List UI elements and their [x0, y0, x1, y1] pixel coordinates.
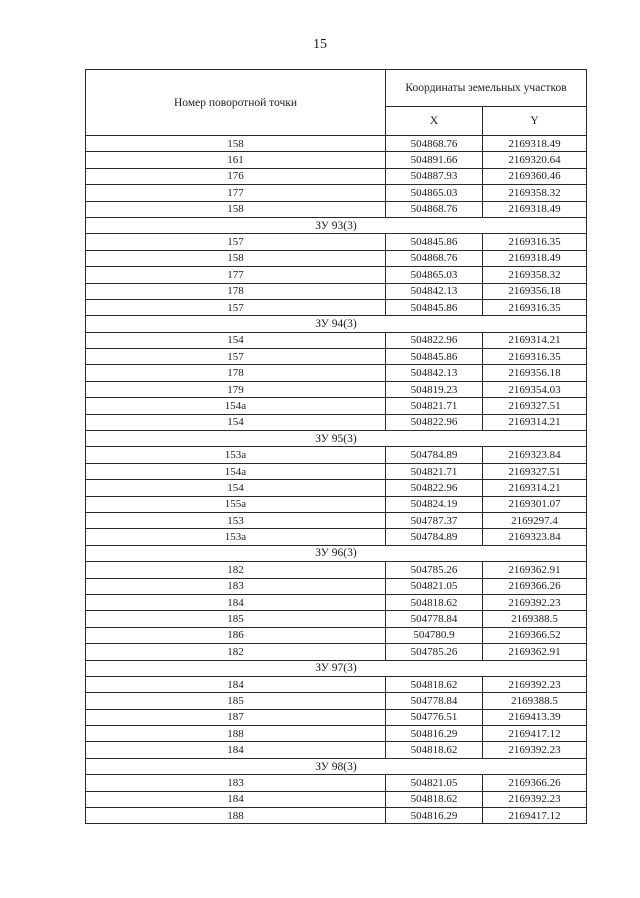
y-coordinate-cell: 2169318.49 [483, 201, 587, 217]
table-row [86, 808, 587, 824]
point-number-cell: 188 [86, 808, 386, 824]
x-coordinate-cell: 504785.26 [386, 644, 483, 660]
table-body [86, 136, 587, 824]
table-row [86, 676, 587, 692]
table-row [86, 512, 587, 528]
x-coordinate-cell: 504845.86 [386, 299, 483, 315]
y-coordinate-cell: 2169417.12 [483, 808, 587, 824]
table-row [86, 578, 587, 594]
table-row [86, 791, 587, 807]
table-row [86, 168, 587, 184]
point-number-cell: 186 [86, 627, 386, 643]
point-number-cell: 157 [86, 234, 386, 250]
parcel-label: ЗУ 95(3) [86, 431, 587, 447]
point-number-cell: 184 [86, 594, 386, 610]
x-header: X [386, 107, 483, 136]
group-row [86, 660, 587, 676]
x-coordinate-cell: 504785.26 [386, 562, 483, 578]
x-coordinate-cell: 504887.93 [386, 168, 483, 184]
group-row [86, 431, 587, 447]
x-coordinate-cell: 504845.86 [386, 349, 483, 365]
coordinates-header: Координаты земельных участков [386, 70, 587, 107]
x-coordinate-cell: 504776.51 [386, 709, 483, 725]
group-row [86, 758, 587, 774]
y-coordinate-cell: 2169316.35 [483, 234, 587, 250]
point-number-cell: 158 [86, 136, 386, 152]
x-coordinate-cell: 504865.03 [386, 267, 483, 283]
table-row [86, 709, 587, 725]
point-number-cell: 153а [86, 529, 386, 545]
x-coordinate-cell: 504787.37 [386, 512, 483, 528]
y-coordinate-cell: 2169314.21 [483, 414, 587, 430]
point-number-cell: 178 [86, 365, 386, 381]
table-row [86, 365, 587, 381]
point-number-cell: 179 [86, 381, 386, 397]
table-row [86, 742, 587, 758]
y-coordinate-cell: 2169320.64 [483, 152, 587, 168]
table-header [86, 70, 587, 136]
parcel-label: ЗУ 98(3) [86, 758, 587, 774]
point-number-cell: 153а [86, 447, 386, 463]
x-coordinate-cell: 504865.03 [386, 185, 483, 201]
y-coordinate-cell: 2169354.03 [483, 381, 587, 397]
parcel-label: ЗУ 96(3) [86, 545, 587, 561]
x-coordinate-cell: 504845.86 [386, 234, 483, 250]
point-number-cell: 185 [86, 693, 386, 709]
x-coordinate-cell: 504842.13 [386, 365, 483, 381]
point-number-cell: 157 [86, 349, 386, 365]
y-coordinate-cell: 2169413.39 [483, 709, 587, 725]
x-coordinate-cell: 504821.71 [386, 398, 483, 414]
coordinates-table [85, 69, 587, 824]
table-row [86, 726, 587, 742]
x-coordinate-cell: 504842.13 [386, 283, 483, 299]
x-coordinate-cell: 504816.29 [386, 726, 483, 742]
table-row [86, 283, 587, 299]
x-coordinate-cell: 504822.96 [386, 480, 483, 496]
y-coordinate-cell: 2169318.49 [483, 250, 587, 266]
table-row [86, 562, 587, 578]
y-coordinate-cell: 2169362.91 [483, 562, 587, 578]
table-row [86, 496, 587, 512]
table-row [86, 480, 587, 496]
y-coordinate-cell: 2169392.23 [483, 594, 587, 610]
x-coordinate-cell: 504821.71 [386, 463, 483, 479]
table-row [86, 185, 587, 201]
table-row [86, 332, 587, 348]
group-row [86, 217, 587, 233]
table-row [86, 201, 587, 217]
point-number-cell: 184 [86, 742, 386, 758]
x-coordinate-cell: 504822.96 [386, 332, 483, 348]
point-number-cell: 188 [86, 726, 386, 742]
page-number: 15 [313, 37, 327, 52]
table-row [86, 463, 587, 479]
y-coordinate-cell: 2169358.32 [483, 185, 587, 201]
y-coordinate-cell: 2169323.84 [483, 447, 587, 463]
table-row [86, 299, 587, 315]
y-coordinate-cell: 2169301.07 [483, 496, 587, 512]
point-number-cell: 185 [86, 611, 386, 627]
y-coordinate-cell: 2169316.35 [483, 349, 587, 365]
group-row [86, 316, 587, 332]
x-coordinate-cell: 504891.66 [386, 152, 483, 168]
table-row [86, 234, 587, 250]
x-coordinate-cell: 504868.76 [386, 250, 483, 266]
table-row [86, 398, 587, 414]
point-number-cell: 182 [86, 644, 386, 660]
point-number-cell: 155а [86, 496, 386, 512]
y-coordinate-cell: 2169297.4 [483, 512, 587, 528]
point-number-cell: 158 [86, 250, 386, 266]
x-coordinate-cell: 504868.76 [386, 201, 483, 217]
table-row [86, 381, 587, 397]
x-coordinate-cell: 504821.05 [386, 578, 483, 594]
x-coordinate-cell: 504818.62 [386, 676, 483, 692]
x-coordinate-cell: 504784.89 [386, 529, 483, 545]
point-number-cell: 154а [86, 398, 386, 414]
table-row [86, 152, 587, 168]
point-number-cell: 183 [86, 578, 386, 594]
x-coordinate-cell: 504868.76 [386, 136, 483, 152]
y-coordinate-cell: 2169388.5 [483, 693, 587, 709]
table-row [86, 447, 587, 463]
point-number-cell: 177 [86, 267, 386, 283]
parcel-label: ЗУ 94(3) [86, 316, 587, 332]
table-row [86, 611, 587, 627]
point-number-cell: 157 [86, 299, 386, 315]
y-coordinate-cell: 2169392.23 [483, 676, 587, 692]
y-coordinate-cell: 2169323.84 [483, 529, 587, 545]
x-coordinate-cell: 504778.84 [386, 611, 483, 627]
table-row [86, 644, 587, 660]
y-coordinate-cell: 2169366.52 [483, 627, 587, 643]
y-coordinate-cell: 2169392.23 [483, 742, 587, 758]
point-number-cell: 154 [86, 480, 386, 496]
point-number-cell: 182 [86, 562, 386, 578]
point-number-cell: 154 [86, 332, 386, 348]
point-number-cell: 154а [86, 463, 386, 479]
group-row [86, 545, 587, 561]
point-number-cell: 177 [86, 185, 386, 201]
table-row [86, 267, 587, 283]
y-coordinate-cell: 2169356.18 [483, 283, 587, 299]
x-coordinate-cell: 504784.89 [386, 447, 483, 463]
y-coordinate-cell: 2169362.91 [483, 644, 587, 660]
x-coordinate-cell: 504821.05 [386, 775, 483, 791]
table-row [86, 627, 587, 643]
y-coordinate-cell: 2169314.21 [483, 480, 587, 496]
point-number-cell: 183 [86, 775, 386, 791]
table-row [86, 693, 587, 709]
parcel-label: ЗУ 93(3) [86, 217, 587, 233]
point-number-cell: 178 [86, 283, 386, 299]
y-coordinate-cell: 2169358.32 [483, 267, 587, 283]
y-coordinate-cell: 2169366.26 [483, 775, 587, 791]
y-header: Y [483, 107, 587, 136]
point-number-cell: 153 [86, 512, 386, 528]
x-coordinate-cell: 504780.9 [386, 627, 483, 643]
y-coordinate-cell: 2169314.21 [483, 332, 587, 348]
point-number-cell: 158 [86, 201, 386, 217]
point-number-cell: 176 [86, 168, 386, 184]
x-coordinate-cell: 504818.62 [386, 742, 483, 758]
x-coordinate-cell: 504822.96 [386, 414, 483, 430]
y-coordinate-cell: 2169318.49 [483, 136, 587, 152]
y-coordinate-cell: 2169327.51 [483, 398, 587, 414]
table-row [86, 136, 587, 152]
table-row [86, 250, 587, 266]
y-coordinate-cell: 2169360.46 [483, 168, 587, 184]
point-number-cell: 187 [86, 709, 386, 725]
table-row [86, 529, 587, 545]
point-number-cell: 161 [86, 152, 386, 168]
y-coordinate-cell: 2169417.12 [483, 726, 587, 742]
y-coordinate-cell: 2169388.5 [483, 611, 587, 627]
y-coordinate-cell: 2169366.26 [483, 578, 587, 594]
point-number-cell: 184 [86, 676, 386, 692]
point-number-header: Номер поворотной точки [86, 70, 386, 136]
x-coordinate-cell: 504818.62 [386, 791, 483, 807]
x-coordinate-cell: 504778.84 [386, 693, 483, 709]
table-row [86, 775, 587, 791]
y-coordinate-cell: 2169392.23 [483, 791, 587, 807]
x-coordinate-cell: 504819.23 [386, 381, 483, 397]
point-number-cell: 154 [86, 414, 386, 430]
y-coordinate-cell: 2169316.35 [483, 299, 587, 315]
x-coordinate-cell: 504824.19 [386, 496, 483, 512]
table-row [86, 414, 587, 430]
table-row [86, 349, 587, 365]
parcel-label: ЗУ 97(3) [86, 660, 587, 676]
x-coordinate-cell: 504816.29 [386, 808, 483, 824]
y-coordinate-cell: 2169356.18 [483, 365, 587, 381]
x-coordinate-cell: 504818.62 [386, 594, 483, 610]
point-number-cell: 184 [86, 791, 386, 807]
y-coordinate-cell: 2169327.51 [483, 463, 587, 479]
table-row [86, 594, 587, 610]
